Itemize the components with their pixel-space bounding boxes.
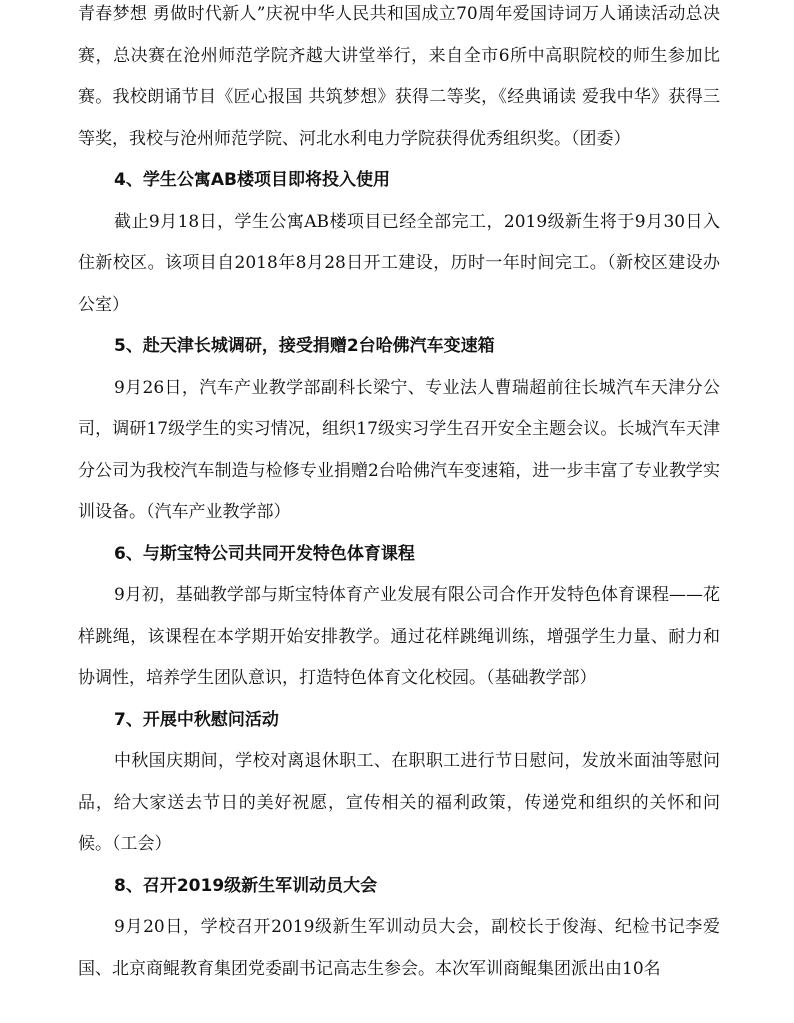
paragraph-dormitory-project: 截止9月18日，学生公寓AB楼项目已经全部完工，2019级新生将于9月30日入住新校区。该项目自2018年8月28日开工建设，历时一年时间完工。（新校区建设办公室） <box>78 211 720 315</box>
news-item-4 <box>78 160 720 326</box>
paragraph-military-training: 9月20日，学校召开2019级新生军训动员大会，副校长于俊海、纪检书记李爱国、北京商鲲教育集团党委副书记高志生参会。本次军训商鲲集团派出由10名 <box>78 917 720 979</box>
news-item-7 <box>78 700 720 866</box>
heading-dormitory-project: 4、学生公寓AB楼项目即将投入使用 <box>114 170 390 190</box>
paragraph-mid-autumn: 中秋国庆期间，学校对离退休职工、在职职工进行节日慰问，发放米面油等慰问品，给大家送去节日的美好祝愿，宣传相关的福利政策，传递党和组织的关怀和问候。（工会） <box>78 751 720 854</box>
heading-sports-course: 6、与斯宝特公司共同开发特色体育课程 <box>114 543 415 564</box>
heading-tianjin-visit: 5、赴天津长城调研，接受捐赠2台哈佛汽车变速箱 <box>114 336 495 356</box>
paragraph-sports-course: 9月初，基础教学部与斯宝特体育产业发展有限公司合作开发特色体育课程——花样跳绳，该课程在本学期开始安排教学。通过花样跳绳训练，增强学生力量、耐力和协调性，培养学生团队意识，打造特色体育文化校园。（基础教学部） <box>78 585 720 688</box>
news-item-8 <box>78 866 720 991</box>
document-body <box>78 0 720 990</box>
heading-mid-autumn: 7、开展中秋慰问活动 <box>114 709 279 730</box>
news-item-6 <box>78 534 720 700</box>
news-item-5 <box>78 326 720 534</box>
paragraph-poetry-contest: 青春梦想 勇做时代新人”庆祝中华人民共和国成立70周年爱国诗词万人诵读活动总决赛，总决赛在沧州师范学院齐越大讲堂举行，来自全市6所中高职院校的师生参加比赛。我校朗诵节目《匠心报国 共筑梦想》获得二等奖，《经典诵读 爱我中华》获得三等奖，我校与沧州师范学院、河北水利电力学院获得优秀组织奖。（团委） <box>78 4 720 149</box>
paragraph-tianjin-visit: 9月26日，汽车产业教学部副科长梁宁、专业法人曹瑞超前往长城汽车天津分公司，调研17级学生的实习情况，组织17级实习学生召开安全主题会议。长城汽车天津分公司为我校汽车制造与检修专业捐赠2台哈佛汽车变速箱，进一步丰富了专业教学实训设备。（汽车产业教学部） <box>78 377 720 522</box>
news-item-continued <box>78 0 720 160</box>
heading-military-training: 8、召开2019级新生军训动员大会 <box>114 875 378 896</box>
